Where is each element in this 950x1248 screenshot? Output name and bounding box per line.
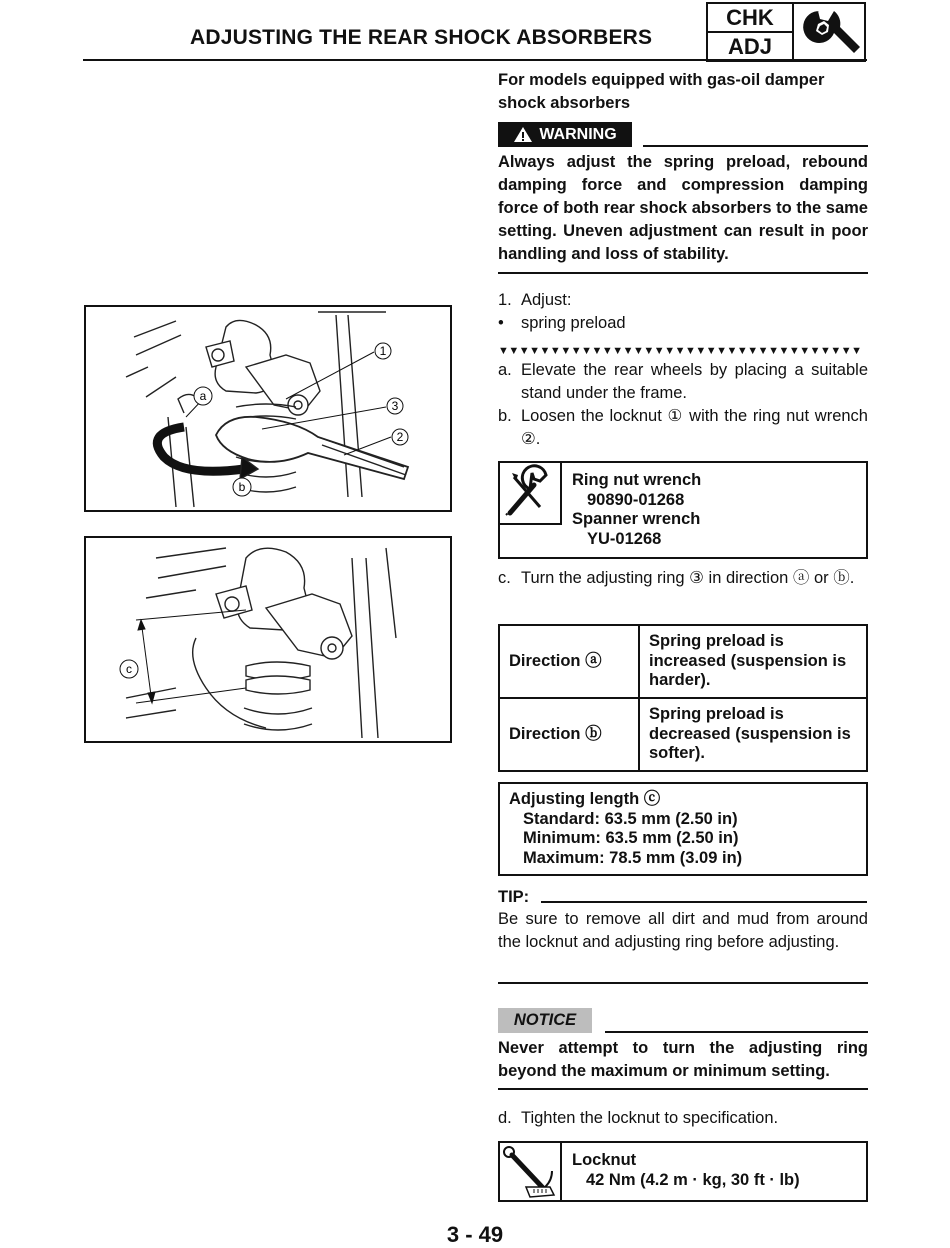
tool-text	[572, 471, 701, 549]
tip-rule	[541, 901, 867, 903]
warning-rule	[643, 145, 868, 147]
intro-text: For models equipped with gas-oil damper shock absorbers	[498, 71, 825, 112]
warning-label: WARNING	[539, 125, 617, 143]
tip-end-rule	[498, 982, 868, 984]
substep-a-text: Elevate the rear wheels by placing a suitable stand under the frame.	[521, 361, 868, 402]
callout-1: 1	[379, 344, 387, 358]
badge-chk: CHK	[708, 4, 792, 33]
direction-table	[498, 624, 868, 772]
standard-value: Standard: 63.5 mm (2.50 in)	[523, 809, 738, 828]
callout-b: b	[238, 480, 246, 494]
maximum-value: Maximum: 78.5 mm (3.09 in)	[523, 848, 743, 867]
step-1-text: Adjust:	[521, 291, 572, 309]
warning-icon	[513, 126, 533, 143]
page-title: ADJUSTING THE REAR SHOCK ABSORBERS	[190, 26, 653, 49]
notice-end-rule	[498, 1088, 868, 1090]
result-cell: Spring preload is decreased (suspension is softer).	[639, 698, 867, 771]
substep-b-text: Loosen the locknut ① with the ring nut wrench ②.	[521, 407, 868, 448]
adjusting-length-title: Adjusting length ⓒ	[509, 790, 661, 808]
substep-d-text: Tighten the locknut to specification.	[521, 1109, 779, 1127]
torque-name: Locknut	[572, 1151, 637, 1169]
substeps-ab	[498, 359, 868, 451]
torque-text	[572, 1151, 800, 1190]
warning-end-rule	[498, 272, 868, 274]
tip-label: TIP:	[498, 888, 530, 906]
figure-ring-nut-wrench	[84, 305, 452, 512]
substep-d	[498, 1107, 868, 1130]
tool-name-2: Spanner wrench	[572, 510, 701, 528]
tool-icon	[500, 463, 562, 525]
substep-c-marker: c.	[498, 569, 511, 587]
table-row	[499, 698, 867, 771]
callout-3: 3	[391, 399, 399, 413]
adjusting-length-box	[498, 782, 868, 876]
direction-cell: Direction ⓐ	[499, 625, 639, 698]
substep-d-marker: d.	[498, 1109, 512, 1127]
tool-pn-2: YU-01268	[587, 529, 662, 548]
substep-b-marker: b.	[498, 407, 512, 425]
notice-badge: NOTICE	[498, 1008, 592, 1033]
warning-text: Always adjust the spring preload, rebound damping force and compression damping force of both rear shock absorbers to the same setting. Uneven adjustment can result in poor handling and loss of stability.	[498, 153, 868, 263]
callout-c: c	[126, 662, 132, 676]
triangle-divider: ▼▼▼▼▼▼▼▼▼▼▼▼▼▼▼▼▼▼▼▼▼▼▼▼▼▼▼▼▼▼▼▼▼▼▼	[498, 345, 862, 357]
step-1-marker: 1.	[498, 291, 512, 309]
tip-text: Be sure to remove all dirt and mud from around the locknut and adjusting ring before adjusting.	[498, 910, 868, 951]
notice-text: Never attempt to turn the adjusting ring beyond the maximum or minimum setting.	[498, 1039, 868, 1080]
chk-adj-badge	[706, 2, 866, 62]
torque-spec-box	[498, 1141, 868, 1202]
torque-wrench-icon	[500, 1143, 562, 1200]
table-row	[499, 625, 867, 698]
substep-c	[498, 567, 868, 590]
bullet-marker: •	[498, 314, 504, 332]
warning-badge	[498, 122, 632, 147]
badge-adj: ADJ	[727, 33, 772, 59]
callout-2: 2	[396, 430, 404, 444]
result-cell: Spring preload is increased (suspension is harder).	[639, 625, 867, 698]
wrench-nut-icon	[794, 4, 864, 60]
bullet-text: spring preload	[521, 314, 626, 332]
figure-adjusting-length	[84, 536, 452, 743]
substep-a-marker: a.	[498, 361, 512, 379]
special-tool-box	[498, 461, 868, 559]
direction-cell: Direction ⓑ	[499, 698, 639, 771]
substep-c-text: Turn the adjusting ring ③ in direction ⓐ or ⓑ.	[521, 569, 855, 587]
step-1	[498, 289, 868, 335]
tool-name-1: Ring nut wrench	[572, 471, 702, 489]
page-number: 3 - 49	[446, 1222, 504, 1247]
callout-a: a	[199, 389, 207, 403]
notice-rule	[605, 1031, 868, 1033]
minimum-value: Minimum: 63.5 mm (2.50 in)	[523, 829, 739, 847]
tool-pn-1: 90890-01268	[587, 490, 685, 509]
torque-value: 42 Nm (4.2 m · kg, 30 ft · lb)	[586, 1170, 800, 1189]
